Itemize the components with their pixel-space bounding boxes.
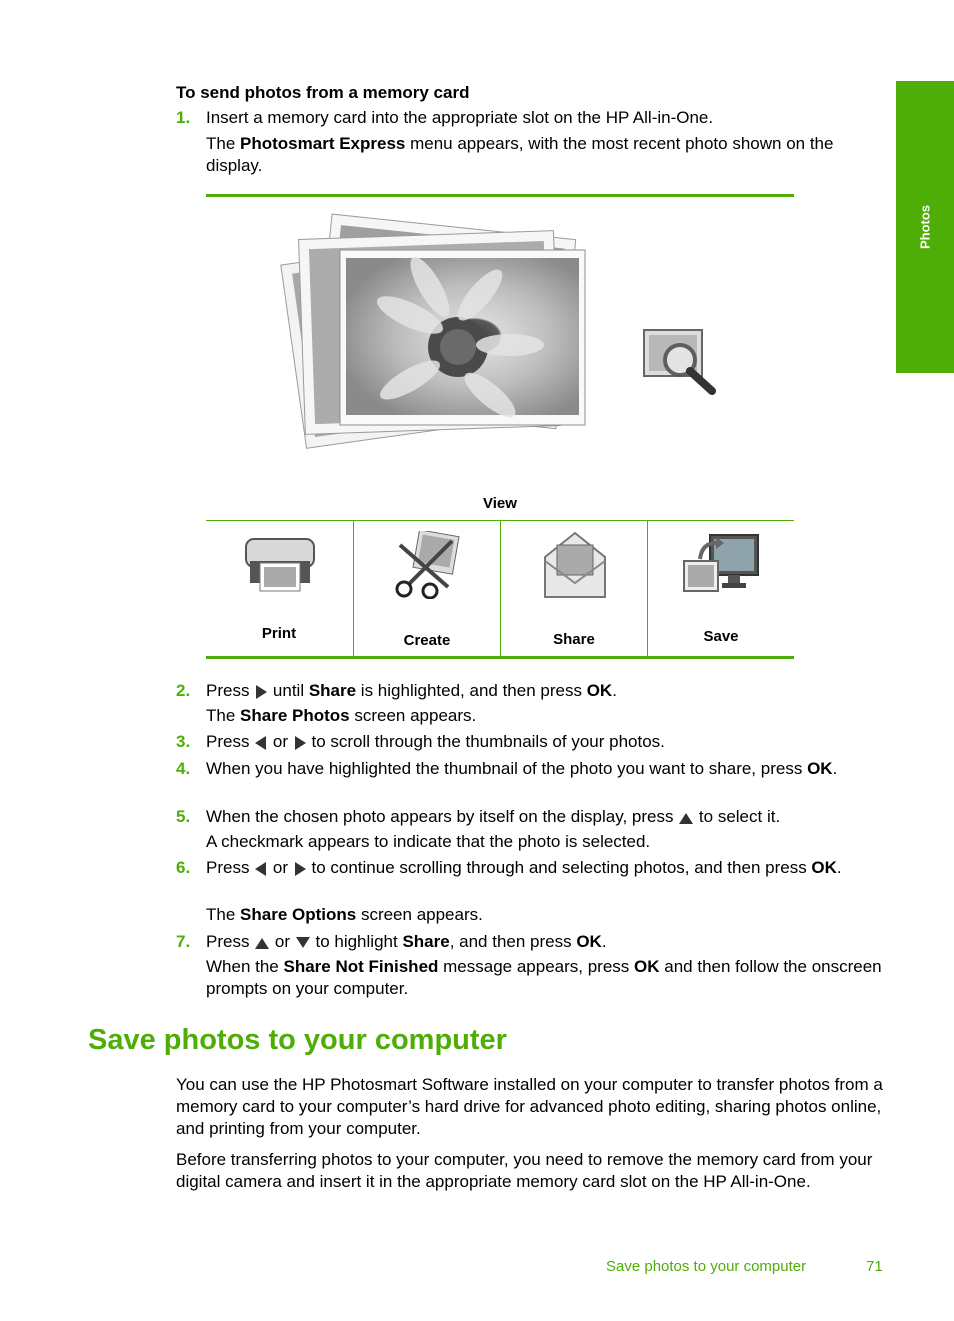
left-arrow-icon: [254, 735, 268, 751]
sub-heading: To send photos from a memory card: [176, 83, 470, 102]
printer-icon: [242, 537, 318, 593]
menu-cell-print: [206, 521, 352, 657]
step-5-note: A checkmark appears to indicate that the photo is selected.: [206, 832, 651, 851]
body-paragraph-1: You can use the HP Photosmart Software installed on your computer to transfer photos from a memory card to your computer’s hard drive for advanced photo editing, sharing photos online, and printing from your computer.: [176, 1075, 883, 1138]
right-arrow-icon: [293, 861, 307, 877]
side-tab-label: Photos: [917, 204, 933, 250]
menu-cell-create: [353, 521, 500, 657]
side-tab-photos: [896, 81, 954, 373]
body-paragraph-2: Before transferring photos to your computer, you need to remove the memory card from your digital camera and insert it in the appropriate memory card slot on the HP All-in-One.: [176, 1150, 873, 1191]
step-text: Insert a memory card into the appropriate slot on the HP All-in-One.: [206, 108, 714, 127]
step-6-note: The Share Options screen appears.: [206, 905, 483, 924]
magnifier-view-icon: [640, 328, 722, 398]
step-2-note: The Share Photos screen appears.: [206, 706, 477, 725]
right-arrow-icon: [293, 735, 307, 751]
menu-cell-save: [647, 521, 794, 657]
menu-cell-share: [500, 521, 647, 657]
section-title: Save photos to your computer: [88, 1024, 507, 1056]
computer-transfer-icon: [682, 533, 760, 595]
step-7-note: When the Share Not Finished message appears, press OK and then follow the onscreen prompts on your computer.: [206, 957, 882, 998]
menu-label: Create: [403, 632, 451, 649]
view-label: View: [483, 495, 517, 512]
up-arrow-icon: [254, 936, 270, 950]
menu-grid: [206, 520, 794, 657]
menu-label: Print: [261, 625, 297, 642]
footer-title: Save photos to your computer: [606, 1258, 807, 1275]
down-arrow-icon: [295, 936, 311, 950]
envelope-photo-icon: [543, 531, 607, 599]
photo-stack-image: [280, 205, 590, 465]
menu-label: Save: [703, 628, 739, 645]
figure-top-rule: [206, 194, 794, 197]
page-number: 71: [866, 1258, 883, 1275]
right-arrow-icon: [254, 684, 268, 700]
scissors-photo-icon: [390, 531, 466, 599]
up-arrow-icon: [678, 811, 694, 825]
step-1-note: The Photosmart Express menu appears, with the most recent photo shown on the display.: [206, 134, 834, 175]
step-number: 1.: [176, 108, 191, 127]
left-arrow-icon: [254, 861, 268, 877]
figure-bottom-rule: [206, 656, 794, 659]
menu-label: Share: [553, 631, 595, 648]
